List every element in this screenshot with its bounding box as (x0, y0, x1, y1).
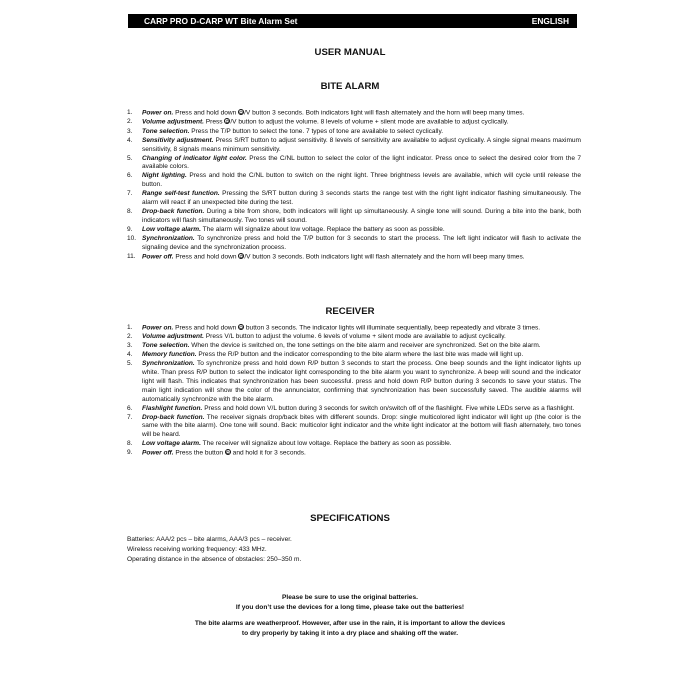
power-icon: ⏻ (239, 325, 243, 330)
list-item (127, 333, 581, 342)
power-icon: ⏻ (239, 110, 243, 115)
item-term: Sensitivity adjustment. (142, 136, 214, 144)
note-line: The bite alarms are weatherproof. However, after use in the rain, it is important to allow the devices (194, 620, 506, 627)
receiver-heading: RECEIVER (325, 306, 375, 317)
language-label: ENGLISH (531, 16, 569, 26)
item-text: Press and hold down V/L button during 3 seconds for switch on/switch off of the flashlight. Five white LEDs serve as a flashlight. (202, 404, 575, 412)
item-term: Range self-test function. (142, 190, 220, 198)
item-number: 11. (127, 252, 136, 260)
item-text: button 3 seconds. The indicator lights will illuminate sequentially, beep repeatedly and vibrate 3 times. (244, 324, 541, 332)
item-text: To synchronize press and hold down R/P button 3 seconds to start the process. One beep sounds and the light indicator lights up white. Than press R/P button to select the indicator light corresponding to the bite alarm you want to synchronize. A beep will sound and the indicator light will flash. This indicates that synchronization has been successful. press and hold down R/P button during 3 seconds to save your status. The main light indication will show the color of the annunciator, confirming that synchronization has been successfully saved. The audible alarms will automatically synchronize with the bite alarm. (142, 360, 581, 403)
item-text: Press the button (173, 449, 225, 457)
list-item (127, 118, 581, 127)
item-text: Press the T/P button to select the tone. 7 types of tone are available to select cyclically. (189, 127, 444, 135)
item-term: Low voltage alarm. (142, 440, 201, 448)
item-term: Volume adjustment. (142, 333, 204, 341)
item-number: 2. (127, 118, 133, 126)
list-item (127, 155, 581, 173)
item-number: 9. (127, 449, 133, 457)
item-text: Press and hold down (173, 109, 239, 117)
note-line: Please be sure to use the original batteries. (282, 594, 418, 601)
item-term: Drop-back function. (142, 413, 205, 421)
list-item (127, 128, 581, 137)
manual-title: USER MANUAL (314, 47, 386, 58)
spec-line: Operating distance in the absence of obstacles: 250–350 m. (127, 556, 302, 563)
item-term: Night lighting. (142, 172, 187, 180)
list-item (127, 253, 581, 262)
item-term: Volume adjustment. (142, 118, 204, 126)
item-text: During a bite from shore, both indicators will light up simultaneously. A single tone will sound. During a bite into the bank, both indicators will flash simultaneously. Two tones will sound. (142, 207, 581, 224)
item-number: 1. (127, 324, 133, 331)
note-line: to dry properly by taking it into a dry place and shaking off the water. (241, 629, 459, 637)
item-number: 5. (127, 154, 133, 162)
item-number: 2. (127, 333, 133, 341)
item-term: Synchronization. (142, 234, 195, 242)
list-item (127, 342, 581, 351)
note-line: If you don’t use the devices for a long time, please take out the batteries! (235, 603, 465, 611)
header-bar (128, 14, 577, 28)
receiver-list (127, 324, 581, 459)
list-item (127, 405, 581, 414)
item-text: The receiver signals drop/back bites with different sounds. Drop: single multicolored light indicator will light up (the color is the same with the bite alarm). One tone will sound. Back: multicolor light indicator and the white light indicator at the bottom will flash alternately, two tones will be heard. (142, 413, 581, 439)
item-number: 3. (127, 127, 133, 135)
power-icon: ⏻ (239, 253, 243, 259)
power-icon: ⏻ (226, 450, 230, 456)
item-term: Low voltage alarm. (142, 225, 201, 233)
list-item (127, 414, 581, 441)
list-item (127, 360, 581, 405)
list-item (127, 208, 581, 226)
item-number: 4. (127, 136, 133, 144)
item-term: Drop-back function. (142, 207, 205, 215)
list-item (127, 190, 581, 208)
item-number: 10. (127, 234, 137, 242)
item-number: 3. (127, 342, 133, 350)
item-term: Power on. (142, 109, 174, 117)
list-item (127, 324, 581, 333)
item-text: /V button 3 seconds. Both indicators light will flash alternately and the horn will beep many times. (244, 253, 525, 260)
item-number: 1. (127, 109, 133, 116)
battery-notes (0, 593, 700, 612)
item-number: 8. (127, 207, 133, 215)
item-text: The alarm will signalize about low voltage. Replace the battery as soon as possible. (200, 225, 445, 233)
list-item (127, 109, 581, 118)
bite-alarm-heading: BITE ALARM (320, 81, 380, 92)
item-text: Pressing the S/RT button during 3 seconds starts the range test with the right light indicator flashing simultaneously. The alarm will react if an unexpected bite during the test. (142, 190, 581, 207)
item-term: Tone selection. (142, 127, 190, 135)
item-text: Press the R/P button and the indicator corresponding to the bite alarm where the last bite was made will light up. (196, 351, 524, 359)
item-text: and hold it for 3 seconds. (230, 449, 306, 457)
list-item (127, 440, 581, 449)
item-number: 6. (127, 172, 133, 180)
bite-alarm-list (127, 109, 581, 262)
item-text: Press S/RT button to adjust sensitivity. 8 levels of sensitivity are available to adjust cyclically. A single signal means maximum sensitivity, 8 signals means minimum sensitivity. (142, 136, 581, 153)
item-text: Press the C/NL button to select the color of the light indicator. Press once to select the desired color from the 7 available colors. (142, 154, 581, 171)
item-term: Tone selection. (142, 342, 190, 350)
item-text: /V button 3 seconds. Both indicators light will flash alternately and the horn will beep many times. (244, 109, 525, 117)
item-text: To synchronize press and hold the T/P button for 3 seconds to start the process. The left light indicator will flash to activate the signaling device and the synchronization process. (142, 234, 581, 251)
list-item (127, 226, 581, 235)
item-text: Press and hold down (173, 324, 239, 332)
item-number: 5. (127, 360, 133, 368)
item-text: Press (203, 118, 225, 126)
item-term: Power off. (142, 253, 174, 260)
item-term: Flashlight function. (142, 404, 203, 412)
list-item (127, 235, 581, 253)
item-number: 7. (127, 413, 133, 421)
item-number: 4. (127, 351, 133, 359)
spec-line: Batteries: AAA/2 pcs – bite alarms, AAA/3 pcs – receiver. (127, 536, 292, 543)
power-icon: ⏻ (225, 119, 229, 125)
item-text: When the device is switched on, the tone settings on the bite alarm and receiver are synchronized. Set on the bite alarm. (189, 342, 541, 350)
list-item (127, 449, 581, 458)
list-item (127, 137, 581, 155)
list-item (127, 172, 581, 190)
weatherproof-notes (0, 619, 700, 638)
item-text: Press V/L button to adjust the volume. 6 levels of volume + silent mode are available to adjust cyclically. (203, 333, 506, 341)
spec-line: Wireless receiving working frequency: 433 MHz. (127, 546, 267, 553)
item-term: Power on. (142, 324, 174, 332)
specifications-block (127, 535, 301, 565)
item-text: The receiver will signalize about low voltage. Replace the battery as soon as possible. (200, 440, 452, 448)
item-number: 6. (127, 404, 133, 412)
item-number: 8. (127, 440, 133, 448)
item-term: Changing of indicator light color. (142, 154, 247, 162)
item-number: 7. (127, 190, 133, 198)
item-text: Press and hold down (173, 253, 239, 260)
item-term: Power off. (142, 449, 174, 457)
item-term: Synchronization. (142, 360, 195, 368)
specifications-heading: SPECIFICATIONS (310, 513, 390, 524)
item-text: Press and hold the C/NL button to switch on the night light. Three brightness levels are available, which will cycle until release the button. (142, 172, 581, 189)
list-item (127, 351, 581, 360)
item-text: /V button to adjust the volume. 8 levels of volume + silent mode are available to adjust cyclically. (230, 118, 509, 126)
document-title: CARP PRO D-CARP WT Bite Alarm Set (144, 16, 298, 26)
item-number: 9. (127, 225, 133, 233)
item-term: Memory function. (142, 351, 197, 359)
